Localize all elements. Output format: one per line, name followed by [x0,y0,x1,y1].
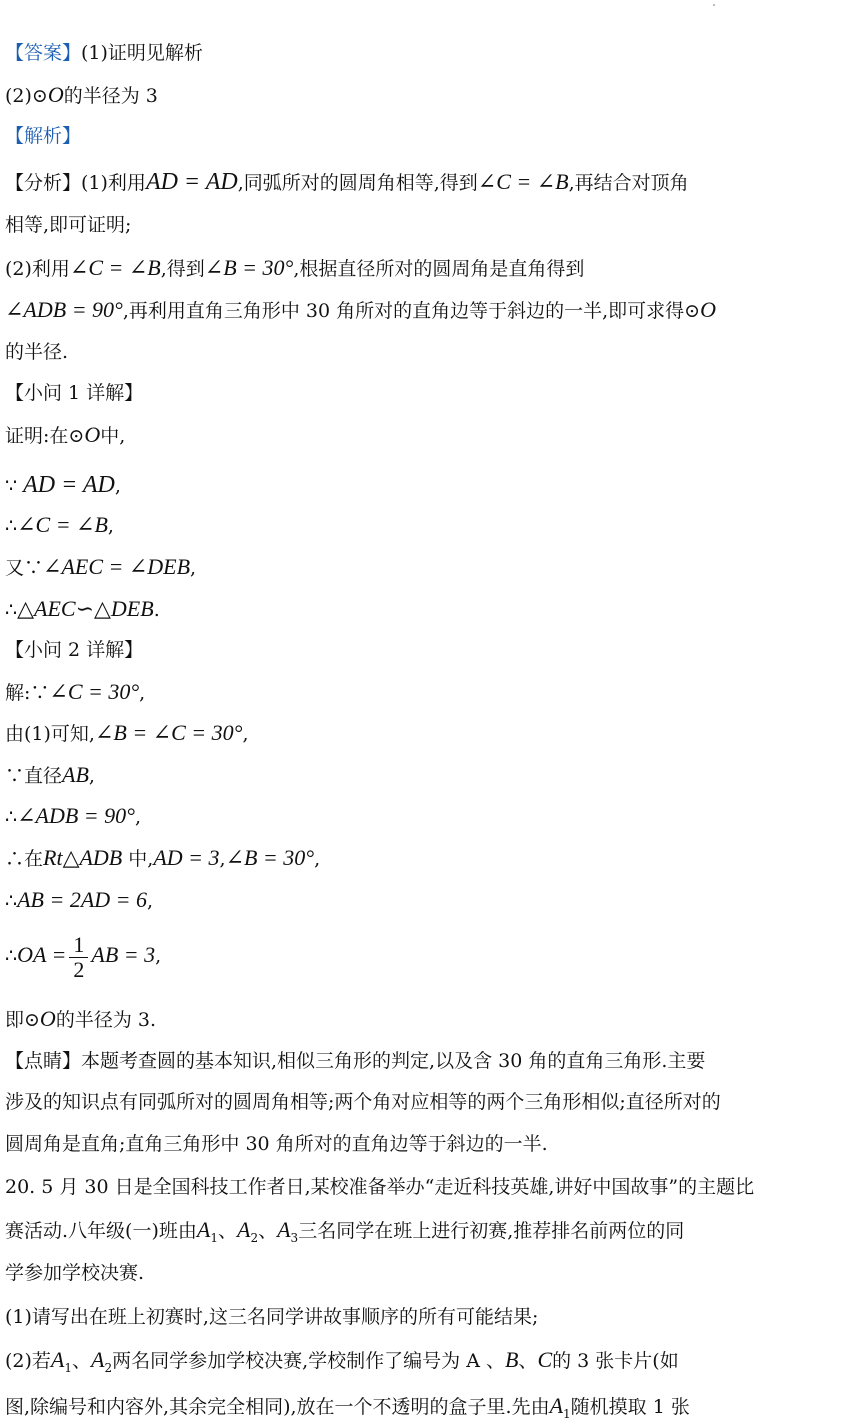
student-a: A [196,1217,211,1242]
answer-part2-suffix: 的半径为 3 [63,85,158,107]
subscript: 1 [563,1407,571,1421]
because-symbol: ∵ [5,475,18,497]
q2-heading: 【小问 2 详解】 [5,639,144,661]
text: 本题考查圆的基本知识,相似三角形的判定,以及含 30 角的直角三角形.主要 [81,1050,706,1072]
text: , [139,682,146,704]
q1-step-3 [5,555,837,580]
text: (2)若 [5,1350,51,1372]
problem20-line-1: 20. 5 月 30 日是全国科技工作者日,某校准备举办“走近科技英雄,讲好中国故事”的主题比 [5,1176,755,1198]
text: , [88,765,95,787]
math-expr: AD = AD [23,472,115,498]
answer-part1: (1)证明见解析 [81,42,203,64]
therefore-symbol: ∴ [5,515,18,537]
math-expr: ∠C = ∠B [477,169,569,194]
q2-step-5 [5,846,837,871]
analysis-tag: 【解析】 [5,125,82,147]
math-expr: ∠ADB = 90° [5,297,123,322]
text: , [134,806,141,828]
circle-o: O [47,82,64,107]
dianjing-line-3: 圆周角是直角;直角三角形中 30 角所对的直角边等于斜边的一半. [5,1133,548,1155]
math-expr: ∠AEC = ∠DEB [43,554,191,579]
therefore-symbol: ∴ [5,890,18,912]
q1-step-1 [5,473,837,498]
problem20-line-3: 学参加学校决赛. [5,1262,145,1284]
text: , [114,475,121,497]
answer-line-1 [5,41,837,65]
text: ∵直径 [5,765,63,787]
circle-o: O [39,1006,56,1031]
dianjing-line-1 [5,1049,837,1073]
q2-conclusion [5,1007,837,1032]
q2-step-4 [5,804,837,829]
text: ,同弧所对的圆周角相等,得到 [237,172,478,194]
text: . [153,599,160,621]
text: 、 [217,1220,237,1242]
fenxi-line-5: 的半径. [5,341,69,363]
problem20-line-2 [5,1218,837,1250]
answer-part2-prefix: (2) [5,85,32,107]
text: ,根据直径所对的圆周角是直角得到 [293,258,585,280]
text: 的半径为 3. [55,1009,156,1031]
math-expr: ∠C = ∠B [17,512,108,537]
text: , [219,848,226,870]
text: (2)利用 [5,258,70,280]
text: , [314,848,321,870]
text: 中, [128,848,154,870]
q1-heading: 【小问 1 详解】 [5,382,144,404]
subscript: 1 [210,1231,218,1245]
math-expr: OA = [17,942,67,967]
therefore-symbol: ∴ [5,945,18,967]
dianjing-line-2: 涉及的知识点有同弧所对的圆周角相等;两个角对应相等的两个三角形相似;直径所对的 [5,1091,721,1113]
subscript: 2 [104,1361,113,1375]
text: 中, [100,425,126,447]
fenxi-line-4 [5,298,837,323]
therefore-symbol: ∴ [5,806,18,828]
math-expr: ∠C = 30° [49,679,140,704]
text: 赛活动.八年级(一)班由 [5,1220,197,1242]
fraction-denominator: 2 [73,956,85,982]
math-expr: ∠ADB = 90° [17,803,135,828]
scan-speck [713,4,715,6]
student-a: A [91,1347,105,1372]
subscript: 2 [250,1231,259,1245]
q2-step-2 [5,721,837,746]
student-a: A [277,1217,291,1242]
text: 随机摸取 1 张 [570,1396,690,1418]
text: ,得到 [160,258,205,280]
text: , [155,945,162,967]
math-expr: ∠B = 30° [204,255,294,280]
problem20-line-4: (1)请写出在班上初赛时,这三名同学讲故事顺序的所有可能结果; [5,1306,539,1328]
math-expr: Rt△ADB [43,845,123,870]
fenxi-line-2: 相等,即可证明; [5,214,132,236]
fraction-one-half [69,933,88,982]
math-expr: ∠B = ∠C = 30° [94,720,243,745]
math-expr: AD = 3 [153,845,220,870]
fraction-numerator: 1 [69,933,88,958]
text: 即⊙ [5,1009,40,1031]
student-a: A [50,1347,65,1372]
card-b: B [504,1347,519,1372]
subscript: 3 [290,1231,299,1245]
math-expr: AB [62,762,89,787]
q1-step-2 [5,513,837,538]
math-expr: AB = 2AD = 6 [17,887,147,912]
text: 证明:在⊙ [5,425,85,447]
text: 两名同学参加学校决赛,学校制作了编号为 A 、 [112,1350,505,1372]
fenxi-line-3 [5,256,837,281]
math-expr: AB = 3 [91,942,156,967]
text: 解:∵ [5,682,50,704]
text: ,再结合对顶角 [568,172,689,194]
answer-line-2 [5,83,837,108]
text: ,再利用直角三角形中 30 角所对的直角边等于斜边的一半,即可求得⊙ [122,300,701,322]
math-expr: AD = AD [145,169,238,195]
text: (1)利用 [81,172,146,194]
answer-tag: 【答案】 [5,42,82,64]
math-expr: ∠B = 30° [225,845,315,870]
circle-o: O [84,422,101,447]
text: 、 [258,1220,278,1242]
text: 的 3 张卡片(如 [552,1350,679,1372]
card-c: C [537,1347,553,1372]
text: ∴在 [5,848,44,870]
q2-step-3 [5,763,837,788]
fenxi-line-1 [5,170,837,195]
text: , [107,515,114,537]
q2-step-6 [5,888,837,913]
q1-intro [5,423,837,448]
q1-step-4 [5,597,837,622]
math-expr: △AEC∽△DEB [17,596,154,621]
problem20-line-6 [5,1394,837,1426]
dianjing-tag: 【点睛】 [5,1050,82,1072]
text: 、 [518,1350,538,1372]
student-a: A [236,1217,251,1242]
text: , [147,890,154,912]
student-a: A [549,1393,564,1418]
text: 、 [72,1350,92,1372]
therefore-symbol: ∴ [5,599,18,621]
text: 由(1)可知, [5,723,95,745]
text: , [242,723,249,745]
q2-step-7 [5,930,837,982]
circle-o: O [700,297,716,322]
problem20-line-5 [5,1348,837,1380]
fenxi-tag: 【分析】 [5,172,82,194]
text: 又∵ [5,557,44,579]
text: 三名同学在班上进行初赛,推荐排名前两位的同 [298,1220,685,1242]
text: 图,除编号和内容外,其余完全相同),放在一个不透明的盒子里.先由 [5,1396,550,1418]
q2-step-1 [5,680,837,705]
circle-symbol: ⊙ [31,85,48,107]
text: , [190,557,197,579]
math-expr: ∠C = ∠B [69,255,161,280]
subscript: 1 [64,1361,73,1375]
